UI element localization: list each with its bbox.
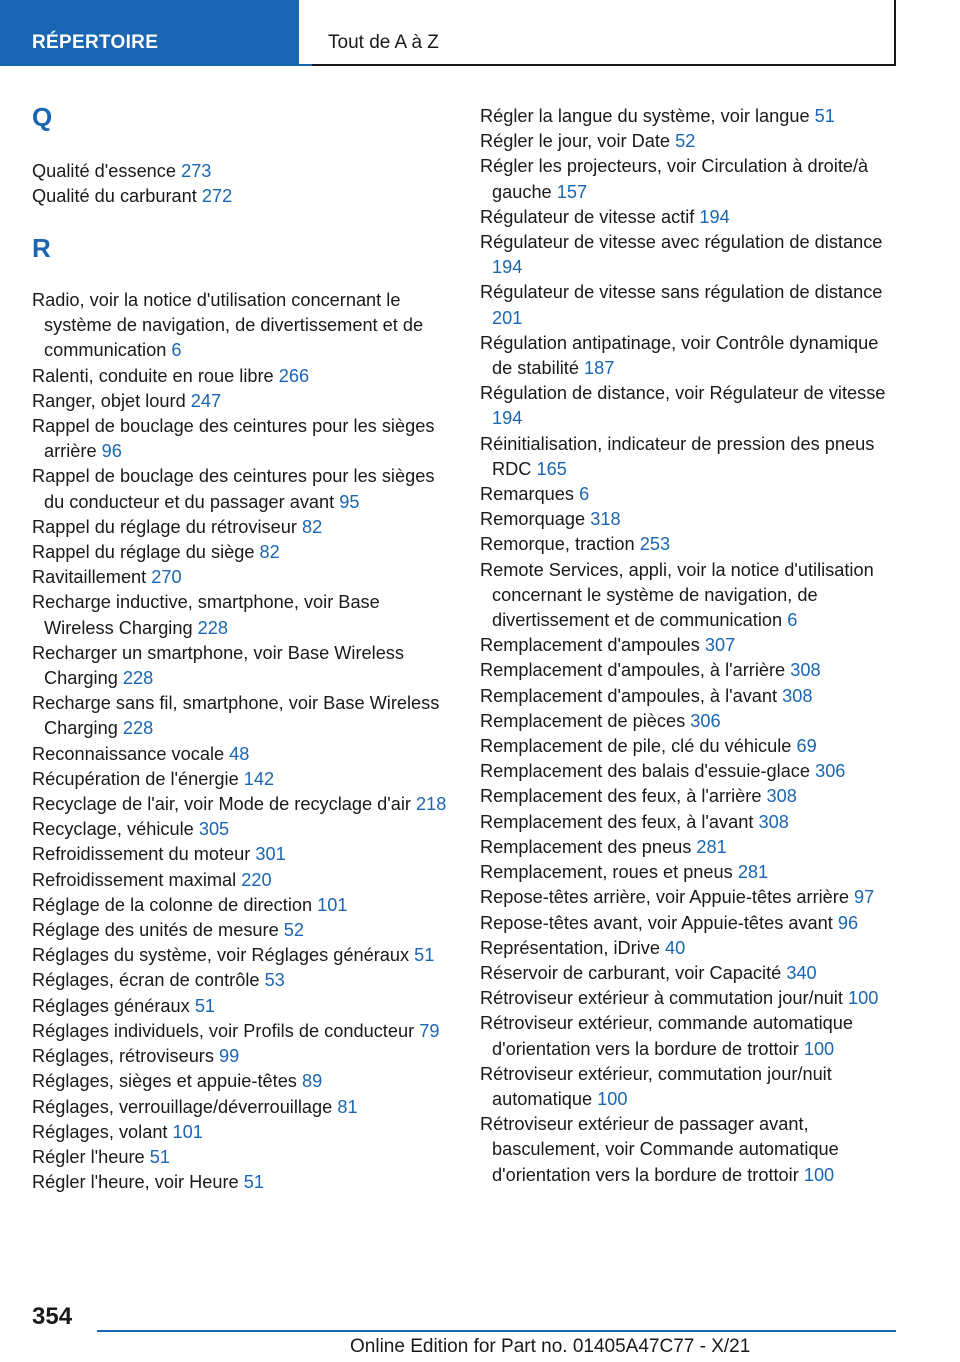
footer-edition: Online Edition for Part no. 01405A47C77 - X/21 <box>350 1336 751 1357</box>
page-link[interactable]: 53 <box>264 970 285 991</box>
index-entry[interactable]: Régulation antipatinage, voir Contrôle dynamique de stabilité 187 <box>480 332 879 379</box>
index-entry[interactable]: Représentation, iDrive 40 <box>480 937 686 958</box>
index-entry[interactable]: Rétroviseur extérieur à commutation jour/nuit 100 <box>480 988 879 1009</box>
page-link[interactable]: 308 <box>766 786 797 807</box>
page-link[interactable]: 270 <box>151 567 182 588</box>
index-entry[interactable]: Repose-têtes arrière, voir Appuie-têtes arrière 97 <box>480 887 875 908</box>
section-tab: RÉPERTOIRE <box>0 0 299 66</box>
page-link[interactable]: 81 <box>337 1096 358 1117</box>
index-entry[interactable]: Remote Services, appli, voir la notice d'utilisation concernant le système de navigation, de divertissement et de communication 6 <box>480 559 874 631</box>
index-entry[interactable]: Régulation de distance, voir Régulateur de vitesse 194 <box>480 383 886 429</box>
page-link[interactable]: 142 <box>243 768 275 789</box>
page-link[interactable]: 307 <box>704 635 736 656</box>
page-link[interactable]: 6 <box>171 340 182 361</box>
index-letter-q: Q <box>32 102 53 132</box>
page-link[interactable]: 101 <box>172 1121 203 1142</box>
index-entry[interactable]: Remorque, traction 253 <box>480 534 671 555</box>
index-entry[interactable]: Radio, voir la notice d'utilisation concernant le système de navigation, de divertissement et de communication 6 <box>32 290 424 361</box>
page-link[interactable]: 308 <box>758 811 789 832</box>
index-entry[interactable]: Régulateur de vitesse actif 194 <box>480 206 730 227</box>
page-link[interactable]: 95 <box>339 491 360 512</box>
page-link[interactable]: 228 <box>122 668 154 689</box>
index-section-r <box>32 233 452 1195</box>
page-link[interactable]: 305 <box>198 819 230 840</box>
page-link[interactable]: 281 <box>696 836 727 857</box>
page-link[interactable]: 165 <box>536 458 567 479</box>
index-entry[interactable]: Réservoir de carburant, voir Capacité 340 <box>480 962 817 983</box>
index-entry[interactable]: Recyclage, véhicule 305 <box>32 819 230 840</box>
page-number: 354 <box>32 1303 73 1330</box>
index-entry[interactable]: Rétroviseur extérieur de passager avant, basculement, voir Commande automatique d'orientation vers la bordure de trottoir 100 <box>480 1114 839 1185</box>
index-entry[interactable]: Réglage des unités de mesure 52 <box>32 920 304 941</box>
index-entry[interactable]: Remarques 6 <box>480 484 590 505</box>
page-link[interactable]: 40 <box>665 937 686 958</box>
index-entry[interactable]: Ralenti, conduite en roue libre 266 <box>32 365 310 386</box>
page-link[interactable]: 194 <box>699 206 730 227</box>
index-entry[interactable]: Recharge sans fil, smartphone, voir Base Wireless Charging 228 <box>32 693 440 739</box>
index-entry[interactable]: Ranger, objet lourd 247 <box>32 390 222 411</box>
page-link[interactable]: 51 <box>414 945 435 966</box>
entries-r <box>32 288 452 1195</box>
index-entry[interactable]: Réglages, sièges et appuie-têtes 89 <box>32 1071 323 1092</box>
index-entry[interactable]: Réinitialisation, indicateur de pression des pneus RDC 165 <box>480 433 875 479</box>
index-entry[interactable]: Remplacement, roues et pneus 281 <box>480 862 769 883</box>
page-link[interactable]: 253 <box>639 534 671 555</box>
index-entry[interactable]: Recharge inductive, smartphone, voir Base Wireless Charging 228 <box>32 592 380 638</box>
page-link[interactable]: 51 <box>814 106 835 126</box>
index-section-q <box>32 102 452 209</box>
index-entry[interactable]: Régler les projecteurs, voir Circulation à droite/à gauche 157 <box>480 156 869 202</box>
page-link[interactable]: 101 <box>317 894 348 915</box>
index-entry[interactable]: Réglage de la colonne de direction 101 <box>32 894 348 915</box>
page-link[interactable]: 82 <box>301 516 323 537</box>
page-link[interactable]: 100 <box>847 988 879 1009</box>
index-entry[interactable]: Ravitaillement 270 <box>32 567 182 588</box>
page-link[interactable]: 228 <box>122 718 154 739</box>
page-link[interactable]: 48 <box>229 743 250 764</box>
index-entry[interactable]: Qualité du carburant 272 <box>32 186 233 207</box>
page-link[interactable]: 220 <box>241 869 272 890</box>
index-entry[interactable]: Remplacement des balais d'essuie-glace 306 <box>480 761 846 782</box>
index-entry[interactable]: Réglages du système, voir Réglages généraux 51 <box>32 945 435 966</box>
entries-q <box>32 159 452 209</box>
page-link[interactable]: 306 <box>690 710 721 731</box>
page-link[interactable]: 308 <box>782 685 813 706</box>
index-entry[interactable]: Recharger un smartphone, voir Base Wireless Charging 228 <box>32 642 404 689</box>
page-link[interactable]: 194 <box>492 257 523 278</box>
index-entry[interactable]: Repose-têtes avant, voir Appuie-têtes avant 96 <box>480 912 859 933</box>
index-entry[interactable]: Refroidissement du moteur 301 <box>32 844 286 865</box>
index-entry[interactable]: Régulateur de vitesse avec régulation de distance 194 <box>480 232 883 278</box>
index-entry[interactable]: Régulateur de vitesse sans régulation de distance 201 <box>480 282 883 328</box>
page-link[interactable]: 228 <box>197 617 229 638</box>
index-entry[interactable]: Remplacement de pièces 306 <box>480 710 721 731</box>
page-link[interactable]: 100 <box>803 1038 835 1059</box>
page-link[interactable]: 89 <box>301 1071 323 1092</box>
page-link[interactable]: 52 <box>283 920 304 941</box>
page-link[interactable]: 79 <box>419 1020 440 1041</box>
index-entry[interactable]: Rétroviseur extérieur, commande automatique d'orientation vers la bordure de trottoir 100 <box>480 1013 854 1059</box>
page-link[interactable]: 247 <box>190 390 222 411</box>
footer-divider <box>97 1330 896 1332</box>
page-link[interactable]: 100 <box>597 1088 628 1109</box>
index-entry[interactable]: Remplacement d'ampoules, à l'avant 308 <box>480 685 813 706</box>
page-link[interactable]: 340 <box>786 962 817 983</box>
page-link[interactable]: 266 <box>278 365 310 386</box>
index-entry[interactable]: Réglages, écran de contrôle 53 <box>32 970 285 991</box>
index-entry[interactable]: Remplacement des pneus 281 <box>480 836 727 857</box>
index-entry[interactable]: Régler le jour, voir Date 52 <box>480 131 696 152</box>
page-link[interactable]: 52 <box>675 131 696 152</box>
index-entry[interactable]: Remplacement des feux, à l'avant 308 <box>480 811 789 832</box>
index-entry[interactable]: Régler la langue du système, voir langue 51 <box>480 106 835 126</box>
page-link[interactable]: 272 <box>201 186 233 207</box>
index-entry[interactable]: Réglages, volant 101 <box>32 1121 203 1142</box>
index-entry[interactable]: Reconnaissance vocale 48 <box>32 743 250 764</box>
page-link[interactable]: 100 <box>803 1164 835 1185</box>
page-link[interactable]: 6 <box>787 610 798 631</box>
page-link[interactable]: 96 <box>101 441 122 462</box>
index-letter-r: R <box>32 233 51 263</box>
header-title: Tout de A à Z <box>312 0 896 66</box>
index-entry[interactable]: Réglages, rétroviseurs 99 <box>32 1046 240 1067</box>
page-link[interactable]: 157 <box>556 181 588 202</box>
page-link[interactable]: 51 <box>243 1172 264 1193</box>
page-link[interactable]: 96 <box>837 912 859 933</box>
index-entry[interactable]: Remplacement de pile, clé du véhicule 69 <box>480 736 817 757</box>
index-entry[interactable]: Régler l'heure 51 <box>32 1146 170 1167</box>
index-entry[interactable]: Remorquage 318 <box>480 509 621 530</box>
page-link[interactable]: 306 <box>815 761 846 782</box>
index-entry[interactable]: Remplacement des feux, à l'arrière 308 <box>480 786 797 807</box>
entries-right <box>480 104 900 1188</box>
index-entry[interactable]: Réglages généraux 51 <box>32 995 216 1016</box>
index-entry[interactable]: Réglages, verrouillage/déverrouillage 81 <box>32 1096 358 1117</box>
index-entry[interactable]: Rétroviseur extérieur, commutation jour/nuit automatique 100 <box>480 1063 832 1109</box>
page-link[interactable]: 273 <box>181 161 212 181</box>
header-divider <box>299 64 312 66</box>
page-link[interactable]: 308 <box>790 660 821 681</box>
index-entry[interactable]: Qualité d'essence 273 <box>32 161 212 181</box>
page-link[interactable]: 99 <box>219 1046 240 1067</box>
page-link[interactable]: 194 <box>492 408 523 429</box>
page-link[interactable]: 97 <box>854 887 875 908</box>
index-entry[interactable]: Récupération de l'énergie 142 <box>32 768 275 789</box>
index-entry[interactable]: Rappel du réglage du rétroviseur 82 <box>32 516 323 537</box>
page-link[interactable]: 6 <box>579 484 590 505</box>
index-entry[interactable]: Remplacement d'ampoules 307 <box>480 635 736 656</box>
page-link[interactable]: 51 <box>149 1146 170 1167</box>
index-entry[interactable]: Refroidissement maximal 220 <box>32 869 272 890</box>
page-link[interactable]: 218 <box>416 794 447 815</box>
index-entry[interactable]: Remplacement d'ampoules, à l'arrière 308 <box>480 660 821 681</box>
page-link[interactable]: 201 <box>492 307 523 328</box>
index-entry[interactable]: Rappel de bouclage des ceintures pour les sièges arrière 96 <box>32 416 435 462</box>
page-link[interactable]: 318 <box>590 509 621 530</box>
index-entry[interactable]: Rappel de bouclage des ceintures pour les sièges du conducteur et du passager avant 95 <box>32 466 435 512</box>
index-entry[interactable]: Régler l'heure, voir Heure 51 <box>32 1172 264 1193</box>
page-link[interactable]: 69 <box>796 736 817 757</box>
index-entry[interactable]: Rappel du réglage du siège 82 <box>32 542 280 563</box>
page-link[interactable]: 281 <box>737 862 769 883</box>
page-link[interactable]: 51 <box>194 995 216 1016</box>
index-entry[interactable]: Recyclage de l'air, voir Mode de recyclage d'air 218 <box>32 794 447 815</box>
index-entry[interactable]: Réglages individuels, voir Profils de conducteur 79 <box>32 1020 440 1041</box>
page-link[interactable]: 301 <box>255 844 286 865</box>
page-link[interactable]: 187 <box>584 358 615 379</box>
page-link[interactable]: 82 <box>259 542 280 563</box>
